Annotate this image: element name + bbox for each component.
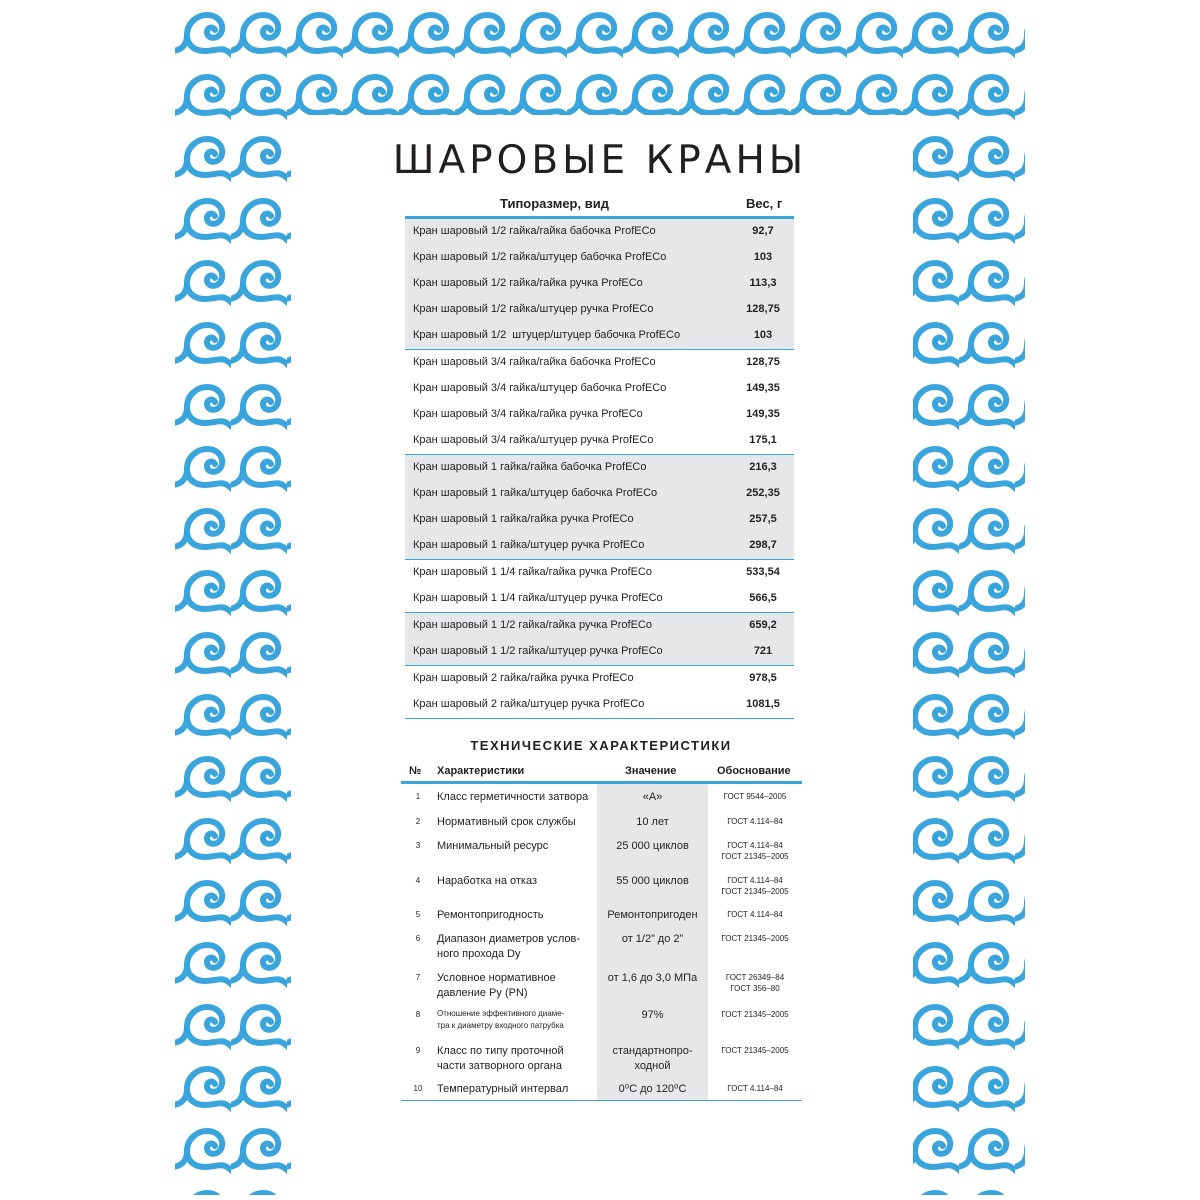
weights-table-body	[405, 219, 794, 719]
tech-table-bottom-rule	[401, 1100, 802, 1101]
table-row	[405, 507, 794, 533]
row-basis-line: ГОСТ 4.114–84	[727, 817, 783, 826]
row-weight: 533,54	[746, 566, 780, 578]
tech-table	[401, 762, 802, 1102]
header-type: Типоразмер, вид	[500, 196, 609, 211]
row-characteristic	[437, 1044, 597, 1074]
table-row	[405, 271, 794, 297]
row-name: Кран шаровый 2 гайка/штуцер ручка ProfECo	[413, 698, 645, 710]
row-characteristic-line: Минимальный ресурс	[437, 840, 549, 852]
table-row	[405, 350, 794, 376]
row-name: Кран шаровый 1 гайка/гайка бабочка ProfECo	[413, 461, 647, 473]
row-characteristic-line: Нормативный срок службы	[437, 816, 576, 828]
row-characteristic-line: Ремонтопригодность	[437, 909, 544, 921]
row-basis	[708, 972, 802, 994]
row-basis-line: ГОСТ 26349–84	[725, 973, 785, 982]
row-basis-line: ГОСТ 21345–2005	[721, 887, 789, 896]
row-value-line: от 1/2” до 2”	[621, 933, 684, 945]
table-row	[405, 613, 794, 639]
row-characteristic-line: Класс по типу проточной	[437, 1045, 564, 1057]
row-name: Кран шаровый 1 1/4 гайка/штуцер ручка ProfECo	[413, 592, 663, 604]
row-characteristic	[437, 932, 597, 962]
header-weight: Вес, г	[746, 196, 783, 211]
row-num: 8	[415, 1010, 421, 1019]
row-num: 3	[415, 841, 421, 850]
row-value-line: 10 лет	[636, 816, 669, 828]
row-value	[597, 790, 708, 805]
row-weight: 92,7	[752, 225, 774, 237]
row-basis	[708, 1009, 802, 1020]
row-num: 7	[415, 973, 421, 982]
row-characteristic-line: части затворного органа	[437, 1060, 562, 1072]
row-weight: 566,5	[749, 592, 777, 604]
row-characteristic-line: Диапазон диаметров услов-	[437, 933, 581, 945]
row-basis	[708, 1083, 802, 1094]
row-value-line: 0⁰С до 120⁰С	[618, 1083, 687, 1095]
row-characteristic-line: Отношение эффективного диаме-	[437, 1009, 565, 1018]
tech-table-header	[401, 762, 802, 784]
row-value-line: стандартнопро-	[612, 1045, 693, 1057]
row-value-line: Ремонтопригоден	[607, 909, 698, 921]
table-row	[405, 323, 794, 349]
table-row	[405, 376, 794, 402]
row-weight: 103	[753, 329, 773, 341]
weights-group	[405, 612, 794, 665]
row-value	[597, 908, 708, 923]
row-value	[597, 815, 708, 830]
weights-group	[405, 454, 794, 559]
row-name: Кран шаровый 1 1/4 гайка/гайка ручка ProfECo	[413, 566, 652, 578]
row-weight: 113,3	[749, 277, 777, 289]
row-value-line: от 1,6 до 3,0 МПа	[607, 972, 698, 984]
row-basis-line: ГОСТ 21345–2005	[721, 934, 789, 943]
row-basis	[708, 933, 802, 944]
row-value-line: 25 000 циклов	[616, 840, 689, 852]
table-row	[405, 639, 794, 665]
row-num: 5	[415, 910, 421, 919]
weights-group	[405, 219, 794, 349]
row-value	[597, 932, 708, 947]
row-characteristic-line: Наработка на отказ	[437, 875, 537, 887]
row-characteristic	[437, 1008, 597, 1032]
row-name: Кран шаровый 1/2 гайка/гайка бабочка ProfECo	[413, 225, 656, 237]
row-name: Кран шаровый 3/4 гайка/штуцер ручка ProfECo	[413, 434, 654, 446]
row-name: Кран шаровый 1/2 гайка/штуцер ручка ProfECo	[413, 303, 654, 315]
header-num: №	[409, 765, 422, 777]
row-num: 6	[415, 934, 421, 943]
row-characteristic	[437, 1082, 597, 1097]
row-characteristic-line: Условное нормативное	[437, 972, 556, 984]
row-weight: 721	[753, 645, 773, 657]
table-row	[405, 455, 794, 481]
row-characteristic-line: тра к диаметру входного патрубка	[437, 1021, 564, 1030]
row-weight: 659,2	[749, 619, 777, 631]
header-value: Значение	[625, 765, 677, 777]
row-basis-line: ГОСТ 4.114–84	[727, 910, 783, 919]
table-row	[405, 219, 794, 245]
row-num: 4	[415, 876, 421, 885]
weights-group	[405, 349, 794, 454]
row-name: Кран шаровый 1 гайка/штуцер ручка ProfECo	[413, 539, 645, 551]
row-basis	[708, 840, 802, 862]
table-row	[405, 428, 794, 454]
row-basis-line: ГОСТ 21345–2005	[721, 1046, 789, 1055]
row-characteristic	[437, 874, 597, 889]
header-basis: Обоснование	[717, 765, 791, 777]
row-basis	[708, 875, 802, 897]
row-name: Кран шаровый 1 гайка/штуцер бабочка ProfECo	[413, 487, 658, 499]
row-basis-line: ГОСТ 4.114–84	[727, 841, 783, 850]
row-weight: 149,35	[746, 382, 780, 394]
row-weight: 252,35	[746, 487, 780, 499]
row-num: 1	[415, 792, 421, 801]
row-characteristic-line: давление Ру (PN)	[437, 987, 528, 999]
table-row	[405, 692, 794, 718]
row-value	[597, 1044, 708, 1074]
row-characteristic	[437, 790, 597, 805]
row-characteristic-line: ного прохода Dy	[437, 948, 521, 960]
row-characteristic-line: Температурный интервал	[437, 1083, 569, 1095]
table-row	[405, 560, 794, 586]
row-basis-line: ГОСТ 4.114–84	[727, 876, 783, 885]
row-value	[597, 1082, 708, 1097]
row-value	[597, 971, 708, 986]
row-weight: 128,75	[746, 303, 780, 315]
table-row	[405, 666, 794, 692]
row-value	[597, 839, 708, 854]
row-name: Кран шаровый 1 1/2 гайка/гайка ручка ProfECo	[413, 619, 652, 631]
row-weight: 175,1	[749, 434, 777, 446]
weights-group	[405, 665, 794, 719]
row-basis	[708, 816, 802, 827]
row-name: Кран шаровый 2 гайка/гайка ручка ProfECo	[413, 672, 634, 684]
row-characteristic	[437, 908, 597, 923]
row-name: Кран шаровый 3/4 гайка/гайка ручка ProfECo	[413, 408, 643, 420]
row-num: 10	[413, 1084, 423, 1093]
page-title: ШАРОВЫЕ КРАНЫ	[392, 138, 808, 183]
weights-table	[405, 190, 794, 719]
row-value-line: «А»	[642, 791, 663, 803]
table-row	[405, 402, 794, 428]
row-value-line: ходной	[634, 1060, 671, 1072]
tech-title: ТЕХНИЧЕСКИЕ ХАРАКТЕРИСТИКИ	[470, 738, 732, 753]
row-weight: 1081,5	[746, 698, 780, 710]
row-value	[597, 874, 708, 889]
row-basis	[708, 1045, 802, 1056]
row-value-line: 55 000 циклов	[616, 875, 689, 887]
row-value	[597, 1008, 708, 1023]
weights-table-header	[405, 190, 794, 219]
row-characteristic-line: Класс герметичности затвора	[437, 791, 589, 803]
row-characteristic	[437, 971, 597, 1001]
row-basis	[708, 909, 802, 920]
row-characteristic	[437, 815, 597, 830]
row-num: 9	[415, 1046, 421, 1055]
table-row	[405, 586, 794, 612]
row-characteristic	[437, 839, 597, 854]
row-weight: 978,5	[749, 672, 777, 684]
row-name: Кран шаровый 3/4 гайка/гайка бабочка ProfECo	[413, 356, 656, 368]
row-weight: 257,5	[749, 513, 777, 525]
table-row	[405, 533, 794, 559]
row-name: Кран шаровый 3/4 гайка/штуцер бабочка ProfECo	[413, 382, 667, 394]
row-basis	[708, 791, 802, 802]
row-value-line: 97%	[641, 1009, 664, 1021]
row-name: Кран шаровый 1/2 штуцер/штуцер бабочка ProfECo	[413, 329, 681, 341]
row-basis-line: ГОСТ 356–80	[730, 984, 780, 993]
row-weight: 103	[753, 251, 773, 263]
table-row	[405, 245, 794, 271]
row-weight: 298,7	[749, 539, 777, 551]
row-basis-line: ГОСТ 21345–2005	[721, 852, 789, 861]
row-name: Кран шаровый 1 1/2 гайка/штуцер ручка ProfECo	[413, 645, 663, 657]
header-char: Характеристики	[437, 765, 525, 777]
row-name: Кран шаровый 1/2 гайка/гайка ручка ProfECo	[413, 277, 643, 289]
row-weight: 149,35	[746, 408, 780, 420]
row-basis-line: ГОСТ 21345–2005	[721, 1010, 789, 1019]
row-num: 2	[415, 817, 421, 826]
table-row	[405, 297, 794, 323]
weights-group	[405, 559, 794, 612]
row-basis-line: ГОСТ 4.114–84	[727, 1084, 783, 1093]
row-name: Кран шаровый 1/2 гайка/штуцер бабочка ProfECo	[413, 251, 667, 263]
table-row	[405, 481, 794, 507]
row-weight: 128,75	[746, 356, 780, 368]
row-basis-line: ГОСТ 9544–2005	[723, 792, 787, 801]
row-weight: 216,3	[749, 461, 777, 473]
row-name: Кран шаровый 1 гайка/гайка ручка ProfECo	[413, 513, 634, 525]
